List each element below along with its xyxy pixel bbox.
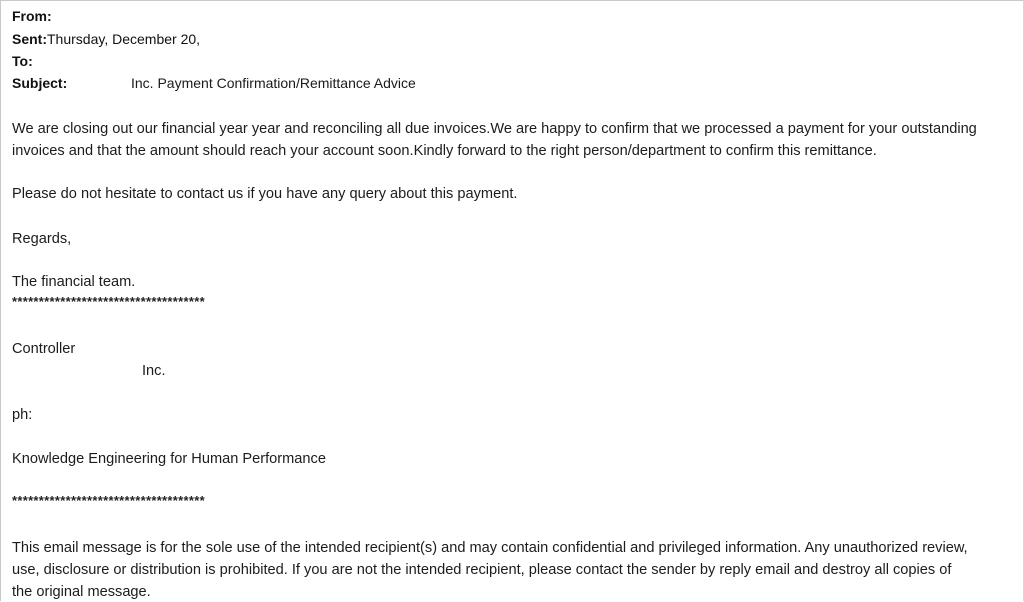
disclaimer-line-2: use, disclosure or distribution is prohibited. If you are not the intended recipient, please contact the sender by reply email and destroy all copies of bbox=[12, 562, 952, 578]
body-paragraph-1-line-2: invoices and that the amount should reach your account soon.Kindly forward to the right person/department to confirm this remittance. bbox=[12, 143, 877, 159]
from-label: From: bbox=[12, 8, 52, 24]
to-row bbox=[12, 52, 33, 70]
signature-company: Inc. bbox=[142, 363, 166, 379]
body-paragraph-1-line-1: We are closing out our financial year year and reconciling all due invoices.We are happy to confirm that we processed a payment for your outstanding bbox=[12, 121, 977, 137]
signature-divider-top: ************************************ bbox=[12, 294, 205, 309]
closing-regards: Regards, bbox=[12, 231, 72, 247]
body-paragraph-2: Please do not hesitate to contact us if you have any query about this payment. bbox=[12, 186, 518, 202]
sent-value: Thursday, December 20, bbox=[47, 31, 201, 47]
subject-row bbox=[12, 74, 612, 92]
from-row bbox=[12, 7, 52, 25]
to-label: To: bbox=[12, 53, 33, 69]
signature-title: Controller bbox=[12, 341, 76, 357]
signature-tagline: Knowledge Engineering for Human Performance bbox=[12, 451, 326, 467]
team-signoff: The financial team. bbox=[12, 274, 136, 290]
subject-value: Inc. Payment Confirmation/Remittance Advice bbox=[131, 75, 416, 91]
disclaimer-line-1: This email message is for the sole use of the intended recipient(s) and may contain confidential and privileged information. Any unauthorized review, bbox=[12, 540, 968, 556]
disclaimer-line-3: the original message. bbox=[12, 584, 151, 600]
signature-divider-bottom: ************************************ bbox=[12, 493, 205, 508]
sent-row bbox=[12, 30, 200, 48]
signature-phone-label: ph: bbox=[12, 407, 33, 423]
subject-label: Subject: bbox=[12, 75, 68, 91]
sent-label: Sent: bbox=[12, 31, 47, 47]
